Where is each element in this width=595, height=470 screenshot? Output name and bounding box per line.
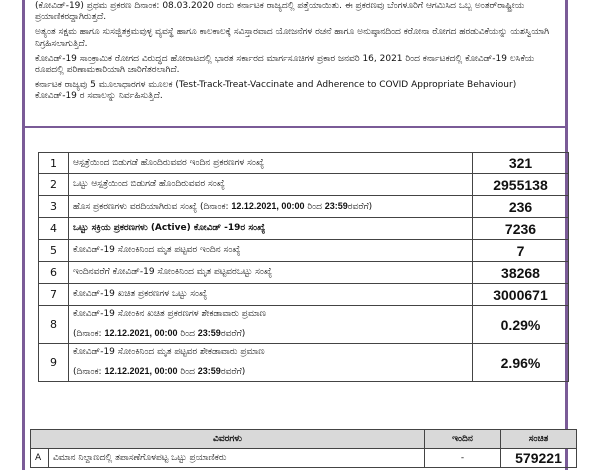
traveller-table (30, 429, 577, 468)
row-label: ವಿಮಾನ ನಿಲ್ದಾಣದಲ್ಲಿ ತಪಾಸಣೆಗೊಳಪಟ್ಟ ಒಟ್ಟು ಪ್ರಯಾಣಿಕರು (49, 449, 425, 468)
table-row (39, 196, 569, 218)
row-value: 321 (473, 153, 569, 174)
row-cumulative-value: 579221 (501, 449, 577, 468)
row-label: ಕೋವಿಡ್‌-19 ಖಚಿತ ಪ್ರಕರಣಗಳ ಒಟ್ಟು ಸಂಖ್ಯೆ (69, 284, 473, 306)
label-text: ಹೊಸ ಪ್ರಕರಣಗಳು ವರದಿಯಾಗಿರುವ ಸಂಖ್ಯೆ (ದಿನಾಂಕ: (73, 201, 232, 212)
row-number: 4 (39, 218, 69, 240)
row-label (69, 344, 473, 382)
statistics-table (38, 152, 569, 382)
table-header-row (31, 430, 577, 449)
table-row (39, 218, 569, 240)
row-number: 2 (39, 174, 69, 196)
label-connector: ರಿಂದ (177, 329, 198, 339)
label-tail: ರವರೆಗೆ) (347, 201, 373, 212)
row-number: 5 (39, 240, 69, 262)
date-range-end: 23:59 (197, 366, 221, 376)
intro-paragraph-3: ಕೋವಿಡ್‌-19 ಸಾಂಕ್ರಾಮಿಕ ರೋಗದ ವಿರುದ್ಧದ ಹೋರಾಟದಲ್ಲಿ ಭಾರತ ಸರ್ಕಾರದ ಮಾರ್ಗಸೂಚಿಗಳ ಪ್ರಕಾರ ಜನವರಿ 16, 2021 ರಿಂದ ಕರ್ನಾಟಕದಲ್ಲಿ ಕೋವಿಡ್‌-19 ಲಸಿಕೆಯ ರೂಪದಲ್ಲಿ ಪರಿಣಾಮಕಾರಿಯಾಗಿ ಜಾರಿಗೆತರಲಾಗಿದೆ. (35, 53, 535, 76)
date-range-start: 12.12.2021, 00:00 (231, 200, 305, 211)
row-label: ಇಂದಿನವರೆಗೆ ಕೋವಿಡ್‌-19 ಸೋಂಕಿನಿಂದ ಮೃತ ಪಟ್ಟವರಒಟ್ಟು ಸಂಖ್ಯೆ (69, 262, 473, 284)
row-value: 38268 (473, 262, 569, 284)
header-today: ಇಂದಿನ (425, 430, 501, 449)
row-value: 236 (473, 196, 569, 218)
row-value: 7236 (473, 218, 569, 240)
header-cumulative: ಸಂಚಿತ (501, 430, 577, 449)
row-number: 6 (39, 262, 69, 284)
row-value: 7 (473, 240, 569, 262)
date-range-line (73, 327, 468, 341)
row-label (69, 306, 473, 344)
label-connector: ರಿಂದ (304, 201, 325, 212)
label-connector: ರಿಂದ (177, 367, 198, 377)
table-row (39, 174, 569, 196)
label-text: ಕೋವಿಡ್‌-19 ಸೋಂಕಿನಿಂದ ಮೃತ ಪಟ್ಟವರ ಶೇಕಡಾವಾರು ಪ್ರಮಾಣ (73, 347, 265, 357)
header-details: ವಿವರಗಳು (31, 430, 425, 449)
intro-paragraph-1: (ಕೋವಿಡ್‌-19) ಪ್ರಥಮ ಪ್ರಕರಣ ದಿನಾಂಕ: 08.03.2020 ರಂದು ಕರ್ನಾಟಕ ರಾಜ್ಯದಲ್ಲಿ ಪತ್ತೆಯಾಯಿತು. ಈ ಪ್ರಕರಣವು ಬೆಂಗಳೂರಿಗೆ ಆಗಮಿಸಿದ ಒಬ್ಬ ಅಂತರ್‌ರಾಷ್ಟ್ರೀಯ ಪ್ರಯಾಣಿಕರದ್ದಾಗಿರುತ್ತದೆ. (35, 1, 525, 23)
table-row (39, 344, 569, 382)
table-row (39, 240, 569, 262)
label-tail: ರವರೆಗೆ) (220, 329, 246, 339)
label-text: ಕೋವಿಡ್‌-19 ಸೋಂಕಿನ ಖಚಿತ ಪ್ರಕರಣಗಳ ಶೇಕಡಾವಾರು ಪ್ರಮಾಣ (73, 309, 267, 319)
date-range-start: 12.12.2021, 00:00 (104, 328, 178, 338)
label-prefix: (ದಿನಾಂಕ: (73, 329, 105, 339)
row-value: 0.29% (473, 306, 569, 344)
row-number: 9 (39, 344, 69, 382)
row-value: 3000671 (473, 284, 569, 306)
row-label: ಒಟ್ಟು ಆಸ್ಪತ್ರೆಯಿಂದ ಬಿಡುಗಡೆ ಹೊಂದಿರುವವರ ಸಂಖ್ಯೆ (69, 174, 473, 196)
date-range-end: 23:59 (197, 328, 221, 338)
row-number: 3 (39, 196, 69, 218)
table-row (39, 153, 569, 174)
intro-paragraph-2: ಅತ್ಯಂತ ಸಕ್ಷಮ ಹಾಗೂ ಸುಸಜ್ಜಿತಕ್ರಮವುಳ್ಳ ವ್ಯವಸ್ಥೆ ಹಾಗೂ ಕಾಲಕಾಲಕ್ಕೆ ಸವಿಸ್ತಾರವಾದ ಯೋಜನೆಗಳ ರಚನೆ ಹಾಗೂ ಅನುಷ್ಠಾನದಿಂದ ಕರೋನಾ ರೋಗದ ಹರಡುವಿಕೆಯನ್ನು ಯಶಸ್ವಿಯಾಗಿ ನಿಗ್ರಹಿಸಲಾಗುತ್ತಿದೆ. (35, 27, 550, 49)
table-row (31, 449, 577, 468)
date-range-start: 12.12.2021, 00:00 (104, 366, 178, 376)
label-tail: ರವರೆಗೆ) (220, 367, 246, 377)
row-label: ಕೋವಿಡ್‌-19 ಸೋಂಕಿನಿಂದ ಮೃತ ಪಟ್ಟವರ ಇಂದಿನ ಸಂಖ್ಯೆ (69, 240, 473, 262)
row-value: 2955138 (473, 174, 569, 196)
row-value: 2.96% (473, 344, 569, 382)
row-number: 8 (39, 306, 69, 344)
table-row (39, 284, 569, 306)
row-number: 7 (39, 284, 69, 306)
row-label: ಆಸ್ಪತ್ರೆಯಿಂದ ಬಿಡುಗಡೆ ಹೊಂದಿರುವವರ ಇಂದಿನ ಪ್ರಕರಣಗಳ ಸಂಖ್ಯೆ (69, 153, 473, 174)
intro-section (25, 0, 565, 128)
row-number: 1 (39, 153, 69, 174)
intro-paragraph-4: ಕರ್ನಾಟಕ ರಾಜ್ಯವು 5 ಮೂಲಾಧಾರಗಳ ಮೂಲಕ (Test-Track-Treat-Vaccinate and Adherence to COVID Appropriate Behaviour) ಕೋವಿಡ್‌-19 ರ ಸವಾಲನ್ನು ನಿರ್ವಹಿಸುತ್ತಿದೆ. (35, 80, 517, 102)
date-range-end: 23:59 (324, 200, 348, 211)
date-range-line (73, 365, 468, 379)
row-label: ಒಟ್ಟು ಸಕ್ರಿಯ ಪ್ರಕರಣಗಳು (Active) ಕೋವಿಡ್ -19ರ ಸಂಖ್ಯೆ (69, 218, 473, 240)
row-today-value: - (425, 449, 501, 468)
label-prefix: (ದಿನಾಂಕ: (73, 367, 105, 377)
row-label (69, 196, 473, 218)
table-row (39, 262, 569, 284)
row-letter: A (31, 449, 49, 468)
table-row (39, 306, 569, 344)
